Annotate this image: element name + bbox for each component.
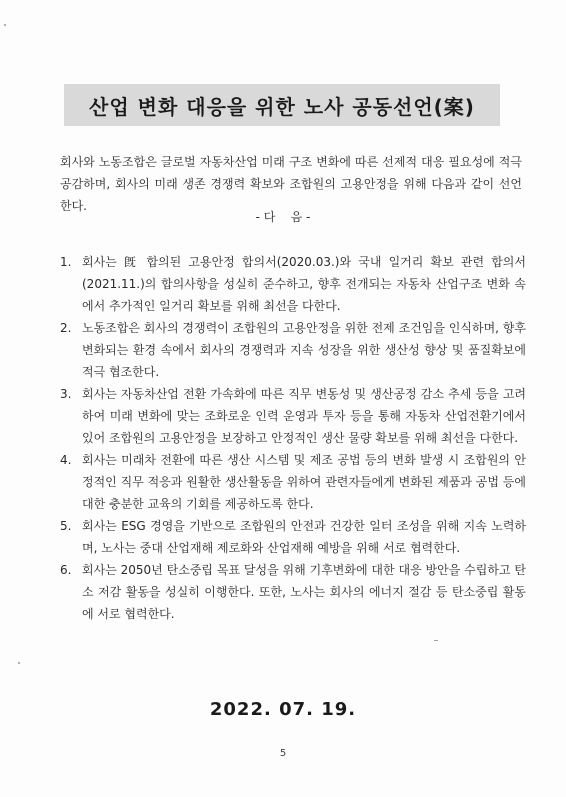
item-number: 5. (60, 519, 72, 533)
list-item (60, 559, 526, 625)
item-number: 1. (60, 255, 72, 269)
scan-speck (434, 640, 438, 641)
list-item (60, 449, 526, 515)
section-heading: - 다 음 - (255, 210, 311, 224)
title-banner (64, 84, 500, 126)
document-title: 산업 변화 대응을 위한 노사 공동선언(案) (89, 94, 475, 119)
scan-speck (18, 662, 20, 664)
item-text: 회사는 자동차산업 전환 가속화에 따른 직무 변동성 및 생산공정 감소 추세 등을 고려하여 미래 변화에 맞는 조화로운 인력 운영과 투자 등을 통해 자동차 산업전환기에서 있어 조합원의 고용안정을 보장하고 안정적인 생산 물량 확보를 위해 최선을 다한다. (82, 387, 526, 445)
declaration-date: 2022. 07. 19. (209, 699, 357, 720)
item-number: 2. (60, 321, 72, 335)
item-number: 4. (60, 453, 72, 467)
item-number: 3. (60, 387, 72, 401)
item-text: 회사는 2050년 탄소중립 목표 달성을 위해 기후변화에 대한 대응 방안을 수립하고 탄소 저감 활동을 성실히 이행한다. 또한, 노사는 회사의 에너지 절감 등 탄소중립 활동에 서로 협력한다. (82, 563, 526, 621)
declaration-list (60, 251, 526, 625)
item-text: 회사는 미래차 전환에 따른 생산 시스템 및 제조 공법 등의 변화 발생 시 조합원의 안정적인 직무 적응과 원활한 생산활동을 위하여 관련자들에게 변화된 제품과 공법 등에 대한 충분한 교육의 기회를 제공하도록 한다. (82, 453, 526, 511)
intro-paragraph: 회사와 노동조합은 글로벌 자동차산업 미래 구조 변화에 따른 선제적 대응 필요성에 적극 공감하며, 회사의 미래 생존 경쟁력 확보와 조합원의 고용안정을 위해 다음과 같이 선언한다. (60, 155, 522, 213)
page-number: 5 (279, 748, 287, 759)
list-item (60, 383, 526, 449)
item-text: 회사는 ESG 경영을 기반으로 조합원의 안전과 건강한 일터 조성을 위해 지속 노력하며, 노사는 중대 산업재해 제로화와 산업재해 예방을 위해 서로 협력한다. (82, 519, 526, 555)
item-number: 6. (60, 563, 72, 577)
list-item (60, 317, 526, 383)
item-text: 노동조합은 회사의 경쟁력이 조합원의 고용안정을 위한 전제 조건임을 인식하며, 향후 변화되는 환경 속에서 회사의 경쟁력과 지속 성장을 위한 생산성 향상 및 품질확보에 적극 협조한다. (82, 321, 526, 379)
list-item (60, 251, 526, 317)
item-text: 회사는 旣 합의된 고용안정 합의서(2020.03.)와 국내 일거리 확보 관련 합의서(2021.11.)의 합의사항을 성실히 준수하고, 향후 전개되는 자동차 산업구조 변화 속에서 추가적인 일거리 확보를 위해 최선을 다한다. (82, 255, 526, 313)
list-item (60, 515, 526, 559)
scan-speck (4, 24, 6, 26)
